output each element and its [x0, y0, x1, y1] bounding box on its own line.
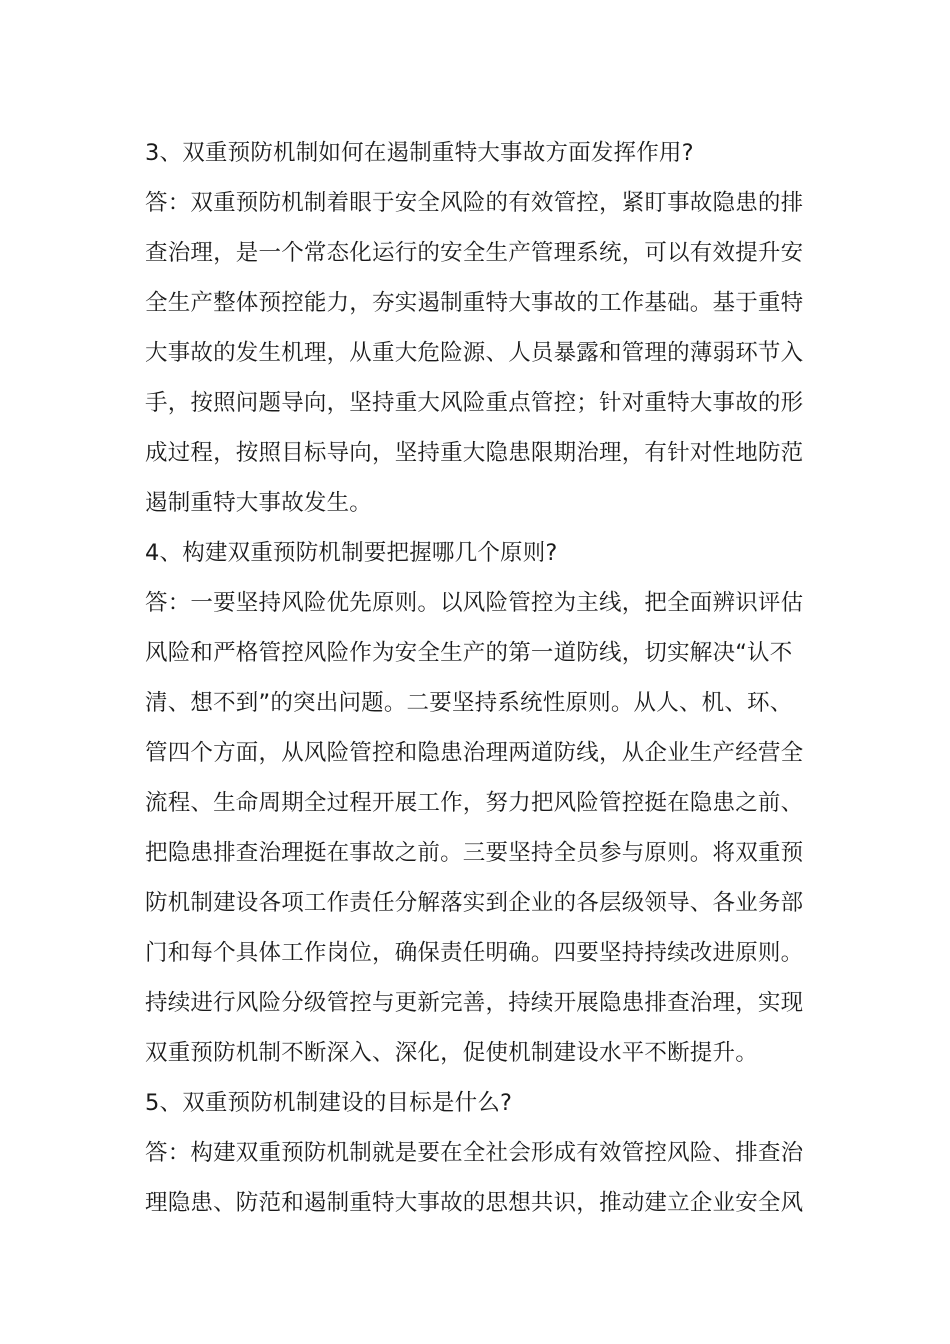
answer-line: 手，按照问题导向，坚持重大风险重点管控；针对重特大事故的形: [145, 390, 804, 416]
answer-line: 成过程，按照目标导向，坚持重大隐患限期治理，有针对性地防范: [145, 440, 804, 466]
answer-line: 管四个方面，从风险管控和隐患治理两道防线，从企业生产经营全: [145, 740, 804, 766]
question-heading: 3、双重预防机制如何在遏制重特大事故方面发挥作用?: [145, 140, 694, 166]
answer-line: 答：双重预防机制着眼于安全风险的有效管控，紧盯事故隐患的排: [145, 190, 804, 216]
qa-section-3: [145, 128, 815, 528]
answer-line: 防机制建设各项工作责任分解落实到企业的各层级领导、各业务部: [145, 890, 804, 916]
answer-line: 把隐患排查治理挺在事故之前。三要坚持全员参与原则。将双重预: [145, 840, 804, 866]
answer-line: 持续进行风险分级管控与更新完善，持续开展隐患排查治理，实现: [145, 990, 804, 1016]
answer-line: 清、想不到”的突出问题。二要坚持系统性原则。从人、机、环、: [145, 690, 793, 716]
answer-line: 流程、生命周期全过程开展工作，努力把风险管控挺在隐患之前、: [145, 790, 804, 816]
answer-line: 双重预防机制不断深入、深化，促使机制建设水平不断提升。: [145, 1040, 758, 1066]
document-body: [145, 128, 815, 1228]
answer-line: 门和每个具体工作岗位，确保责任明确。四要坚持持续改进原则。: [145, 940, 804, 966]
qa-section-5: [145, 1078, 815, 1228]
question-heading: 4、构建双重预防机制要把握哪几个原则?: [145, 540, 558, 566]
answer-line: 查治理，是一个常态化运行的安全生产管理系统，可以有效提升安: [145, 240, 804, 266]
answer-line: 全生产整体预控能力，夯实遏制重特大事故的工作基础。基于重特: [145, 290, 804, 316]
answer-line: 答：一要坚持风险优先原则。以风险管控为主线，把全面辨识评估: [145, 590, 804, 616]
answer-line: 答：构建双重预防机制就是要在全社会形成有效管控风险、排查治: [145, 1140, 804, 1166]
answer-line: 大事故的发生机理，从重大危险源、人员暴露和管理的薄弱环节入: [145, 340, 804, 366]
answer-line: 风险和严格管控风险作为安全生产的第一道防线，切实解决“认不: [145, 640, 793, 666]
question-heading: 5、双重预防机制建设的目标是什么?: [145, 1090, 513, 1116]
qa-section-4: [145, 528, 815, 1078]
answer-line: 理隐患、防范和遏制重特大事故的思想共识，推动建立企业安全风: [145, 1190, 804, 1216]
answer-line: 遏制重特大事故发生。: [145, 490, 373, 516]
